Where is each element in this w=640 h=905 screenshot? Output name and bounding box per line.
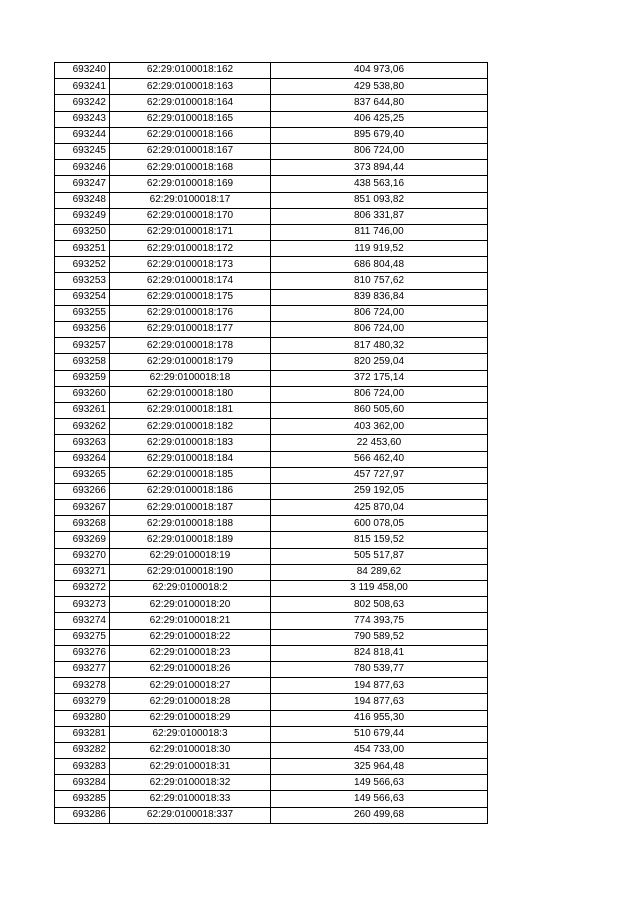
table-row <box>55 224 488 240</box>
row-number-cell: 693249 <box>55 208 110 224</box>
cadastral-value-cell: 824 818,41 <box>271 645 488 661</box>
cadastral-number-cell: 62:29:0100018:189 <box>110 532 271 548</box>
cadastral-value-cell: 429 538,80 <box>271 79 488 95</box>
cadastral-value-cell: 895 679,40 <box>271 127 488 143</box>
row-number-cell: 693268 <box>55 516 110 532</box>
table-row <box>55 192 488 208</box>
cadastral-number-cell: 62:29:0100018:186 <box>110 483 271 499</box>
cadastral-number-cell: 62:29:0100018:28 <box>110 694 271 710</box>
row-number-cell: 693255 <box>55 305 110 321</box>
row-number-cell: 693259 <box>55 370 110 386</box>
cadastral-value-cell: 259 192,05 <box>271 483 488 499</box>
cadastral-value-cell: 406 425,25 <box>271 111 488 127</box>
table-row <box>55 111 488 127</box>
cadastral-value-cell: 600 078,05 <box>271 516 488 532</box>
row-number-cell: 693258 <box>55 354 110 370</box>
row-number-cell: 693273 <box>55 597 110 613</box>
table-row <box>55 257 488 273</box>
row-number-cell: 693279 <box>55 694 110 710</box>
cadastral-value-cell: 566 462,40 <box>271 451 488 467</box>
cadastral-value-cell: 325 964,48 <box>271 759 488 775</box>
cadastral-number-cell: 62:29:0100018:184 <box>110 451 271 467</box>
cadastral-number-cell: 62:29:0100018:188 <box>110 516 271 532</box>
table-row <box>55 95 488 111</box>
table-row <box>55 386 488 402</box>
cadastral-number-cell: 62:29:0100018:162 <box>110 63 271 79</box>
table-row <box>55 305 488 321</box>
table-row <box>55 451 488 467</box>
row-number-cell: 693256 <box>55 322 110 338</box>
cadastral-value-cell: 806 724,00 <box>271 305 488 321</box>
cadastral-value-cell: 425 870,04 <box>271 500 488 516</box>
table-row <box>55 241 488 257</box>
row-number-cell: 693285 <box>55 791 110 807</box>
table-row <box>55 694 488 710</box>
cadastral-value-table <box>54 62 488 824</box>
row-number-cell: 693260 <box>55 386 110 402</box>
cadastral-number-cell: 62:29:0100018:182 <box>110 419 271 435</box>
cadastral-number-cell: 62:29:0100018:164 <box>110 95 271 111</box>
row-number-cell: 693241 <box>55 79 110 95</box>
cadastral-number-cell: 62:29:0100018:31 <box>110 759 271 775</box>
cadastral-number-cell: 62:29:0100018:3 <box>110 726 271 742</box>
row-number-cell: 693270 <box>55 548 110 564</box>
cadastral-value-cell: 806 724,00 <box>271 386 488 402</box>
cadastral-value-cell: 84 289,62 <box>271 564 488 580</box>
table-row <box>55 435 488 451</box>
table-row <box>55 613 488 629</box>
table-row <box>55 322 488 338</box>
cadastral-number-cell: 62:29:0100018:168 <box>110 160 271 176</box>
table-row <box>55 548 488 564</box>
cadastral-value-cell: 149 566,63 <box>271 791 488 807</box>
cadastral-number-cell: 62:29:0100018:32 <box>110 775 271 791</box>
table-row <box>55 500 488 516</box>
cadastral-number-cell: 62:29:0100018:23 <box>110 645 271 661</box>
cadastral-value-cell: 510 679,44 <box>271 726 488 742</box>
table-row <box>55 807 488 823</box>
row-number-cell: 693246 <box>55 160 110 176</box>
cadastral-number-cell: 62:29:0100018:166 <box>110 127 271 143</box>
row-number-cell: 693280 <box>55 710 110 726</box>
cadastral-value-cell: 372 175,14 <box>271 370 488 386</box>
row-number-cell: 693253 <box>55 273 110 289</box>
row-number-cell: 693275 <box>55 629 110 645</box>
row-number-cell: 693269 <box>55 532 110 548</box>
cadastral-number-cell: 62:29:0100018:18 <box>110 370 271 386</box>
table-row <box>55 791 488 807</box>
cadastral-number-cell: 62:29:0100018:337 <box>110 807 271 823</box>
row-number-cell: 693276 <box>55 645 110 661</box>
table-row <box>55 645 488 661</box>
cadastral-value-cell: 811 746,00 <box>271 224 488 240</box>
row-number-cell: 693251 <box>55 241 110 257</box>
cadastral-number-cell: 62:29:0100018:177 <box>110 322 271 338</box>
cadastral-number-cell: 62:29:0100018:174 <box>110 273 271 289</box>
cadastral-number-cell: 62:29:0100018:169 <box>110 176 271 192</box>
table-row <box>55 564 488 580</box>
row-number-cell: 693252 <box>55 257 110 273</box>
table-row <box>55 289 488 305</box>
cadastral-value-cell: 851 093,82 <box>271 192 488 208</box>
row-number-cell: 693265 <box>55 467 110 483</box>
cadastral-value-cell: 404 973,06 <box>271 63 488 79</box>
row-number-cell: 693261 <box>55 402 110 418</box>
cadastral-value-cell: 806 724,00 <box>271 322 488 338</box>
cadastral-number-cell: 62:29:0100018:185 <box>110 467 271 483</box>
cadastral-number-cell: 62:29:0100018:183 <box>110 435 271 451</box>
table-row <box>55 63 488 79</box>
cadastral-number-cell: 62:29:0100018:170 <box>110 208 271 224</box>
cadastral-value-cell: 806 331,87 <box>271 208 488 224</box>
row-number-cell: 693244 <box>55 127 110 143</box>
table-body <box>55 63 488 824</box>
cadastral-value-cell: 194 877,63 <box>271 694 488 710</box>
cadastral-number-cell: 62:29:0100018:29 <box>110 710 271 726</box>
cadastral-value-cell: 119 919,52 <box>271 241 488 257</box>
table-row <box>55 79 488 95</box>
table-row <box>55 273 488 289</box>
table-row <box>55 581 488 597</box>
cadastral-value-cell: 505 517,87 <box>271 548 488 564</box>
row-number-cell: 693248 <box>55 192 110 208</box>
cadastral-number-cell: 62:29:0100018:190 <box>110 564 271 580</box>
table-row <box>55 726 488 742</box>
table-row <box>55 467 488 483</box>
cadastral-number-cell: 62:29:0100018:173 <box>110 257 271 273</box>
cadastral-number-cell: 62:29:0100018:176 <box>110 305 271 321</box>
row-number-cell: 693278 <box>55 678 110 694</box>
row-number-cell: 693262 <box>55 419 110 435</box>
cadastral-value-cell: 815 159,52 <box>271 532 488 548</box>
table-row <box>55 678 488 694</box>
table-row <box>55 338 488 354</box>
table-row <box>55 597 488 613</box>
cadastral-value-cell: 837 644,80 <box>271 95 488 111</box>
cadastral-number-cell: 62:29:0100018:178 <box>110 338 271 354</box>
cadastral-value-cell: 839 836,84 <box>271 289 488 305</box>
table-row <box>55 143 488 159</box>
cadastral-value-cell: 860 505,60 <box>271 402 488 418</box>
cadastral-number-cell: 62:29:0100018:187 <box>110 500 271 516</box>
cadastral-value-cell: 810 757,62 <box>271 273 488 289</box>
cadastral-number-cell: 62:29:0100018:21 <box>110 613 271 629</box>
cadastral-number-cell: 62:29:0100018:167 <box>110 143 271 159</box>
cadastral-number-cell: 62:29:0100018:2 <box>110 581 271 597</box>
table-row <box>55 370 488 386</box>
cadastral-value-cell: 438 563,16 <box>271 176 488 192</box>
cadastral-value-cell: 806 724,00 <box>271 143 488 159</box>
row-number-cell: 693271 <box>55 564 110 580</box>
cadastral-value-cell: 3 119 458,00 <box>271 581 488 597</box>
row-number-cell: 693250 <box>55 224 110 240</box>
cadastral-number-cell: 62:29:0100018:179 <box>110 354 271 370</box>
cadastral-value-cell: 774 393,75 <box>271 613 488 629</box>
cadastral-value-cell: 780 539,77 <box>271 661 488 677</box>
row-number-cell: 693240 <box>55 63 110 79</box>
cadastral-number-cell: 62:29:0100018:175 <box>110 289 271 305</box>
cadastral-value-cell: 457 727,97 <box>271 467 488 483</box>
row-number-cell: 693263 <box>55 435 110 451</box>
row-number-cell: 693283 <box>55 759 110 775</box>
row-number-cell: 693243 <box>55 111 110 127</box>
row-number-cell: 693272 <box>55 581 110 597</box>
cadastral-number-cell: 62:29:0100018:171 <box>110 224 271 240</box>
table-row <box>55 759 488 775</box>
cadastral-value-cell: 260 499,68 <box>271 807 488 823</box>
table-row <box>55 419 488 435</box>
row-number-cell: 693277 <box>55 661 110 677</box>
table-row <box>55 661 488 677</box>
cadastral-value-cell: 790 589,52 <box>271 629 488 645</box>
table-row <box>55 629 488 645</box>
row-number-cell: 693266 <box>55 483 110 499</box>
row-number-cell: 693247 <box>55 176 110 192</box>
table-row <box>55 516 488 532</box>
table-row <box>55 160 488 176</box>
cadastral-value-cell: 454 733,00 <box>271 742 488 758</box>
cadastral-number-cell: 62:29:0100018:33 <box>110 791 271 807</box>
cadastral-value-cell: 820 259,04 <box>271 354 488 370</box>
table-row <box>55 483 488 499</box>
cadastral-number-cell: 62:29:0100018:163 <box>110 79 271 95</box>
table-row <box>55 208 488 224</box>
row-number-cell: 693282 <box>55 742 110 758</box>
cadastral-number-cell: 62:29:0100018:20 <box>110 597 271 613</box>
cadastral-value-cell: 416 955,30 <box>271 710 488 726</box>
cadastral-number-cell: 62:29:0100018:172 <box>110 241 271 257</box>
cadastral-number-cell: 62:29:0100018:22 <box>110 629 271 645</box>
table-row <box>55 402 488 418</box>
cadastral-number-cell: 62:29:0100018:180 <box>110 386 271 402</box>
row-number-cell: 693281 <box>55 726 110 742</box>
cadastral-number-cell: 62:29:0100018:165 <box>110 111 271 127</box>
cadastral-value-cell: 149 566,63 <box>271 775 488 791</box>
cadastral-value-cell: 817 480,32 <box>271 338 488 354</box>
cadastral-number-cell: 62:29:0100018:30 <box>110 742 271 758</box>
cadastral-value-cell: 403 362,00 <box>271 419 488 435</box>
table-row <box>55 127 488 143</box>
cadastral-value-cell: 373 894,44 <box>271 160 488 176</box>
table-row <box>55 742 488 758</box>
cadastral-number-cell: 62:29:0100018:181 <box>110 402 271 418</box>
cadastral-number-cell: 62:29:0100018:17 <box>110 192 271 208</box>
table-row <box>55 176 488 192</box>
cadastral-number-cell: 62:29:0100018:26 <box>110 661 271 677</box>
row-number-cell: 693254 <box>55 289 110 305</box>
row-number-cell: 693245 <box>55 143 110 159</box>
row-number-cell: 693284 <box>55 775 110 791</box>
cadastral-value-cell: 686 804,48 <box>271 257 488 273</box>
cadastral-value-cell: 194 877,63 <box>271 678 488 694</box>
table-row <box>55 532 488 548</box>
row-number-cell: 693267 <box>55 500 110 516</box>
cadastral-value-cell: 802 508,63 <box>271 597 488 613</box>
row-number-cell: 693257 <box>55 338 110 354</box>
cadastral-value-cell: 22 453,60 <box>271 435 488 451</box>
cadastral-number-cell: 62:29:0100018:27 <box>110 678 271 694</box>
cadastral-number-cell: 62:29:0100018:19 <box>110 548 271 564</box>
row-number-cell: 693286 <box>55 807 110 823</box>
row-number-cell: 693242 <box>55 95 110 111</box>
table-row <box>55 775 488 791</box>
table-row <box>55 710 488 726</box>
row-number-cell: 693274 <box>55 613 110 629</box>
row-number-cell: 693264 <box>55 451 110 467</box>
table-row <box>55 354 488 370</box>
